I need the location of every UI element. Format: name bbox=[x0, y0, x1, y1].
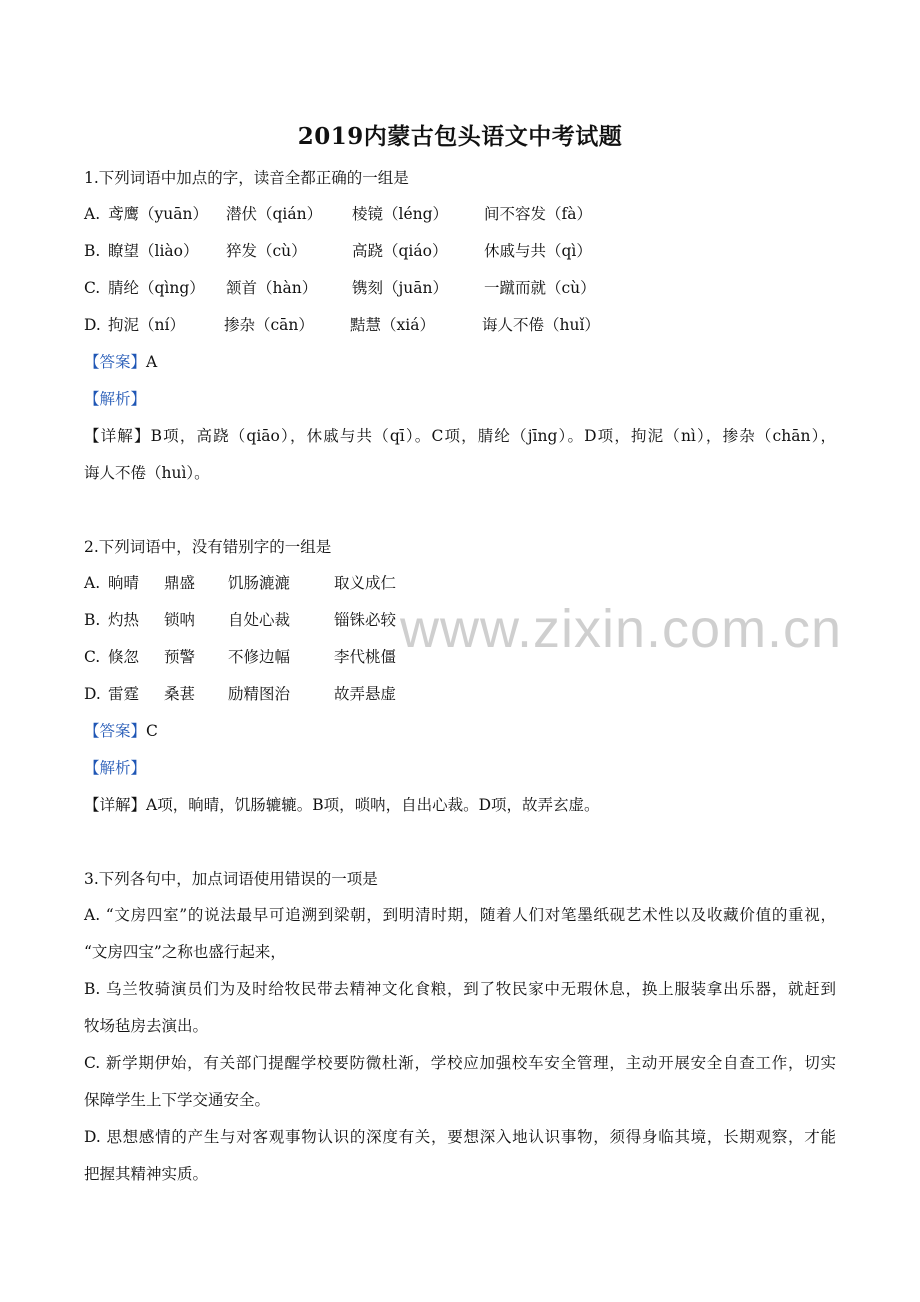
option-item: 不修边幅 bbox=[228, 648, 291, 666]
question-1-stem: 1.下列词语中加点的字，读音全都正确的一组是 bbox=[84, 169, 409, 187]
question-1-option-a bbox=[84, 202, 836, 226]
option-item: 饥肠漉漉 bbox=[228, 574, 291, 592]
question-2-stem: 2.下列词语中，没有错别字的一组是 bbox=[84, 538, 332, 556]
question-2-option-a bbox=[84, 571, 836, 595]
option-item: 励精图治 bbox=[228, 685, 291, 703]
option-item: 猝发（cù） bbox=[226, 242, 307, 260]
option-item: 故弄悬虚 bbox=[334, 685, 397, 703]
option-letter: A. bbox=[84, 205, 101, 223]
option-item: 诲人不倦（huǐ） bbox=[482, 316, 600, 334]
option-item: 休戚与共（qì） bbox=[484, 242, 592, 260]
option-item: 拘泥（ní） bbox=[108, 316, 185, 334]
option-item: 取义成仁 bbox=[334, 574, 397, 592]
option-item: 灼热 bbox=[108, 611, 140, 629]
detail-text: B项，高跷（qiāo），休戚与共（qī）。C项，腈纶（jīng）。D项，拘泥（nì），掺杂（chān）， bbox=[150, 427, 836, 445]
answer-value: C bbox=[146, 722, 158, 740]
question-3-option-a: A. “文房四室”的说法最早可追溯到梁朝，到明清时期，随着人们对笔墨纸砚艺术性以及收藏价值的重视， bbox=[84, 906, 836, 924]
question-3-option-b-cont: 牧场毡房去演出。 bbox=[84, 1017, 209, 1035]
option-item: 自处心裁 bbox=[228, 611, 291, 629]
option-item: 李代桃僵 bbox=[334, 648, 397, 666]
question-1-answer bbox=[84, 350, 836, 374]
question-3-option-c: C. 新学期伊始，有关部门提醒学校要防微杜渐，学校应加强校车安全管理，主动开展安全自查工作，切实 bbox=[84, 1054, 836, 1072]
option-item: 锁呐 bbox=[164, 611, 196, 629]
option-letter: C. bbox=[84, 648, 101, 666]
option-letter: D. bbox=[84, 316, 101, 334]
answer-value: A bbox=[146, 353, 158, 371]
option-letter: B. bbox=[84, 611, 101, 629]
question-3-option-b: B. 乌兰牧骑演员们为及时给牧民带去精神文化食粮，到了牧民家中无瑕休息，换上服装拿出乐器，就赶到 bbox=[84, 980, 836, 998]
option-item: 棱镜（léng） bbox=[352, 205, 449, 223]
answer-label: 【答案】 bbox=[84, 722, 147, 740]
option-item: 黠慧（xiá） bbox=[350, 316, 435, 334]
page-title: 2019内蒙古包头语文中考试题 bbox=[297, 123, 623, 150]
option-item: 雷霆 bbox=[108, 685, 140, 703]
detail-label: 【详解】 bbox=[84, 427, 151, 445]
option-item: 鼎盛 bbox=[164, 574, 196, 592]
question-3-stem: 3.下列各句中，加点词语使用错误的一项是 bbox=[84, 870, 378, 888]
option-item: 掺杂（cān） bbox=[224, 316, 314, 334]
watermark: www.zixin.com.cn bbox=[400, 599, 843, 659]
question-2-detail bbox=[84, 793, 836, 817]
option-item: 预警 bbox=[164, 648, 196, 666]
option-letter: C. bbox=[84, 279, 101, 297]
question-2-analysis-label: 【解析】 bbox=[84, 759, 147, 777]
question-3-option-d-cont: 把握其精神实质。 bbox=[84, 1165, 209, 1183]
question-1-option-c bbox=[84, 276, 836, 300]
option-item: 高跷（qiáo） bbox=[352, 242, 448, 260]
question-1-detail-cont: 诲人不倦（huì）。 bbox=[84, 464, 210, 482]
question-3-option-c-cont: 保障学生上下学交通安全。 bbox=[84, 1091, 271, 1109]
question-1-detail bbox=[84, 424, 836, 448]
question-1-option-b bbox=[84, 239, 836, 263]
answer-label: 【答案】 bbox=[84, 353, 147, 371]
option-item: 潜伏（qián） bbox=[226, 205, 323, 223]
option-item: 镌刻（juān） bbox=[352, 279, 449, 297]
question-2-option-d bbox=[84, 682, 836, 706]
option-item: 腈纶（qìng） bbox=[108, 279, 205, 297]
option-item: 桑葚 bbox=[164, 685, 196, 703]
question-3-option-a-cont: “文房四宝”之称也盛行起来， bbox=[84, 943, 286, 961]
option-item: 锱铢必较 bbox=[334, 611, 397, 629]
question-3-option-d: D. 思想感情的产生与对客观事物认识的深度有关，要想深入地认识事物，须得身临其境，长期观察，才能 bbox=[84, 1128, 836, 1146]
question-2-option-c bbox=[84, 645, 836, 669]
option-item: 倏忽 bbox=[108, 648, 140, 666]
option-item: 瞭望（liào） bbox=[108, 242, 199, 260]
option-item: 间不容发（fà） bbox=[484, 205, 592, 223]
question-2-answer bbox=[84, 719, 836, 743]
detail-text: A项，晌晴，饥肠辘辘。B项，唢呐，自出心裁。D项，故弄玄虚。 bbox=[146, 796, 600, 814]
option-letter: A. bbox=[84, 574, 101, 592]
option-item: 颔首（hàn） bbox=[226, 279, 318, 297]
option-letter: B. bbox=[84, 242, 101, 260]
question-1-option-d bbox=[84, 313, 836, 337]
question-2-option-b bbox=[84, 608, 836, 632]
option-item: 一蹴而就（cù） bbox=[484, 279, 596, 297]
option-item: 晌晴 bbox=[108, 574, 140, 592]
option-item: 鸢鹰（yuān） bbox=[108, 205, 208, 223]
question-1-analysis-label: 【解析】 bbox=[84, 390, 147, 408]
option-letter: D. bbox=[84, 685, 101, 703]
detail-label: 【详解】 bbox=[84, 796, 147, 814]
